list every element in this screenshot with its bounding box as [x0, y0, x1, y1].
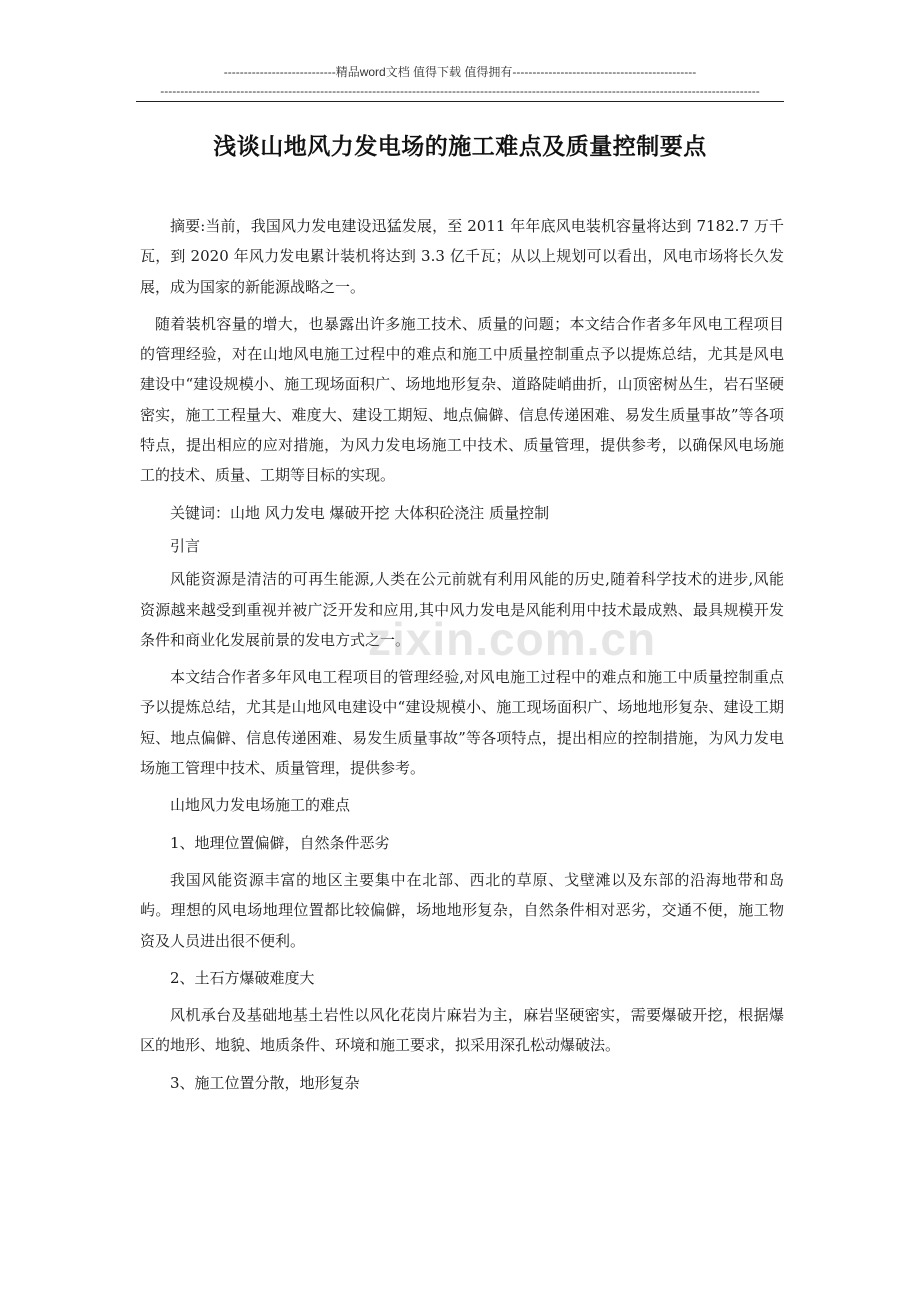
- body-paragraph: 风机承台及基础地基土岩性以风化花岗片麻岩为主，麻岩坚硬密实，需要爆破开挖，根据爆区的地形、地貌、地质条件、环境和施工要求，拟采用深孔松动爆破法。: [140, 1006, 784, 1055]
- header-divider: [136, 101, 784, 102]
- subsection-heading: 2、土石方爆破难度大: [170, 968, 315, 987]
- page-header-text: ----------------------------精品word文档 值得下载 值得拥有----------------------------------------------: [223, 65, 697, 79]
- keywords-line: 关键词：山地 风力发电 爆破开挖 大体积砼浇注 质量控制: [170, 503, 550, 522]
- subsection-heading: 1、地理位置偏僻，自然条件恶劣: [170, 833, 390, 852]
- page-header-dashes: ------------------------------------------------------------------------------------------------------------------------------------------------------: [160, 84, 760, 98]
- body-paragraph: 风能资源是清洁的可再生能源,人类在公元前就有利用风能的历史,随着科学技术的进步,风能资源越来越受到重视并被广泛开发和应用,其中风力发电是风能利用中技术最成熟、最具规模开发条件和商业化发展前景的发电方式之一。: [140, 570, 784, 649]
- document-title: 浅谈山地风力发电场的施工难点及质量控制要点: [213, 134, 707, 160]
- watermark-text: zixin.com.cn: [368, 613, 657, 665]
- body-paragraph: 我国风能资源丰富的地区主要集中在北部、西北的草原、戈壁滩以及东部的沿海地带和岛屿。理想的风电场地理位置都比较偏僻，场地地形复杂，自然条件相对恶劣，交通不便，施工物资及人员进出很不便利。: [140, 870, 784, 950]
- body-paragraph: 本文结合作者多年风电工程项目的管理经验,对风电施工过程中的难点和施工中质量控制重点予以提炼总结，尤其是山地风电建设中“建设规模小、施工现场面积广、场地地形复杂、建设工期短、地点偏僻、信息传递困难、易发生质量事故”等各项特点，提出相应的控制措施，为风力发电场施工管理中技术、质量管理，提供参考。: [140, 668, 784, 778]
- document-body: [140, 211, 784, 1105]
- section-heading: 山地风力发电场施工的难点: [170, 796, 351, 815]
- subsection-heading: 3、施工位置分散，地形复杂: [170, 1073, 360, 1092]
- section-heading-intro: 引言: [170, 536, 201, 555]
- abstract-paragraph: 摘要:当前，我国风力发电建设迅猛发展，至 2011 年年底风电装机容量将达到 7182.7 万千瓦，到 2020 年风力发电累计装机将达到 3.3 亿千瓦；从以上规划可以看出，风电市场将长久发展，成为国家的新能源战略之一。: [140, 217, 784, 296]
- body-paragraph: 随着装机容量的增大，也暴露出许多施工技术、质量的问题；本文结合作者多年风电工程项目的管理经验，对在山地风电施工过程中的难点和施工中质量控制重点予以提炼总结，尤其是风电建设中“建设规模小、施工现场面积广、场地地形复杂、道路陡峭曲折，山顶密树丛生，岩石坚硬密实，施工工程量大、难度大、建设工期短、地点偏僻、信息传递困难、易发生质量事故”等各项特点，提出相应的应对措施，为风力发电场施工中技术、质量管理，提供参考，以确保风电场施工的技术、质量、工期等目标的实现。: [140, 314, 784, 485]
